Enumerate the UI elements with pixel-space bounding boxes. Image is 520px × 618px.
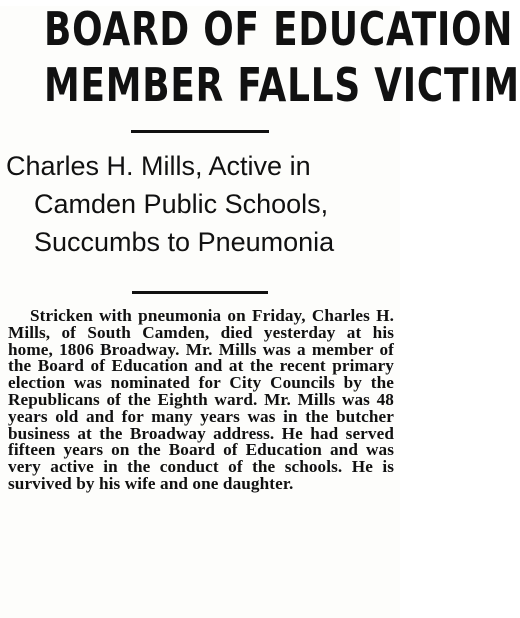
divider-rule-top	[131, 130, 269, 133]
deck-subheadline	[0, 147, 400, 261]
deck-line-2: Camden Public Schools,	[34, 189, 329, 219]
article-paragraph: Stricken with pneumonia on Friday, Charles H. Mills, of South Camden, died yesterday at his home, 1806 Broadway. Mr. Mills was a member of the Board of Education and at the recent primary election was nominated for City Councils by the Republicans of the Eighth ward. Mr. Mills was 48 years old and for many years was in the butcher business at the Broadway address. He had served fifteen years on the Board of Education and was very active in the conduct of the schools. He is survived by his wife and one daughter.	[8, 306, 394, 493]
deck-line-3: Succumbs to Pneumonia	[34, 227, 335, 257]
headline-line-2: MEMBER FALLS VICTIM	[44, 58, 520, 112]
deck-line-1: Charles H. Mills, Active in	[6, 151, 311, 181]
article-body	[0, 308, 400, 493]
newspaper-clipping	[0, 2, 520, 618]
divider-rule-bottom	[132, 291, 268, 294]
headline-line-1: BOARD OF EDUCATION	[44, 2, 514, 56]
